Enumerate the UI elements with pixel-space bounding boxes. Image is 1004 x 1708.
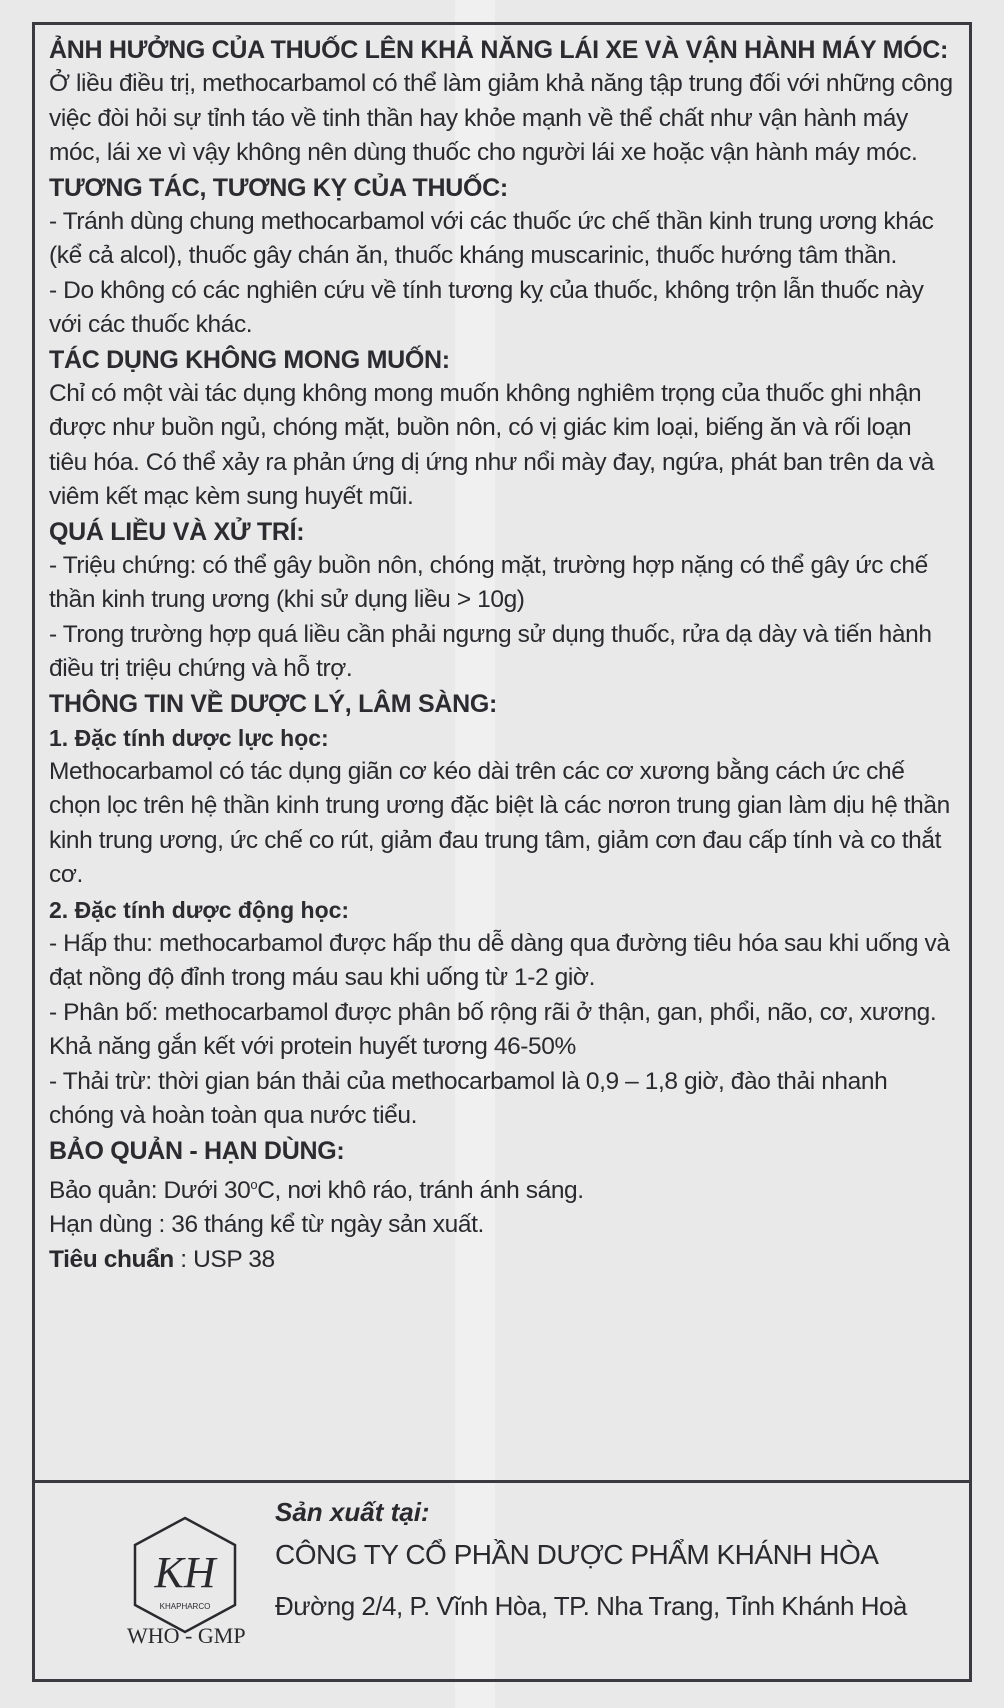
- pharmacokinetics-item: - Thải trừ: thời gian bán thải của methocarbamol là 0,9 – 1,8 giờ, đào thải nhanh chóng và hoàn toàn qua nước tiểu.: [49, 1067, 888, 1129]
- company-name: CÔNG TY CỔ PHẦN DƯỢC PHẨM KHÁNH HÒA: [275, 1539, 879, 1570]
- side-effects-text: Chỉ có một vài tác dụng không mong muốn không nghiêm trọng của thuốc ghi nhận được như buồn ngủ, chóng mặt, buồn nôn, có vị giác kim loại, biếng ăn và rối loạn tiêu hóa. Có thể xảy ra phản ứng dị ứng như nổi mày đay, ngứa, phát ban trên da và viêm kết mạc kèm sung huyết mũi.: [49, 379, 934, 510]
- manufacturer-footer: [35, 1483, 969, 1679]
- section-title-side-effects: TÁC DỤNG KHÔNG MONG MUỐN:: [49, 345, 450, 374]
- interaction-item: - Do không có các nghiên cứu về tính tương kỵ của thuốc, không trộn lẫn thuốc này với các thuốc khác.: [49, 276, 924, 338]
- shelf-life-text: Hạn dùng : 36 tháng kể từ ngày sản xuất.: [49, 1211, 484, 1239]
- section-title-storage: BẢO QUẢN - HẠN DÙNG:: [49, 1136, 345, 1165]
- manufactured-at-label: Sản xuất tại:: [275, 1497, 430, 1527]
- standard-label: Tiêu chuẩn: [49, 1245, 174, 1273]
- company-address: Đường 2/4, P. Vĩnh Hòa, TP. Nha Trang, Tỉnh Khánh Hoà: [275, 1591, 907, 1621]
- section-title-pharmacology: THÔNG TIN VỀ DƯỢC LÝ, LÂM SÀNG:: [49, 689, 498, 718]
- driving-text: Ở liều điều trị, methocarbamol có thể làm giảm khả năng tập trung đối với những công việc đòi hỏi sự tỉnh táo về tinh thần hay khỏe mạnh về thể chất như vận hành máy móc, lái xe vì vậy không nên dùng thuốc cho người lái xe hoặc vận hành máy móc.: [49, 70, 953, 166]
- svg-text:KHAPHARCO: KHAPHARCO: [159, 1602, 211, 1611]
- who-gmp-label: WHO - GMP: [127, 1623, 246, 1648]
- standard-value: : USP 38: [173, 1245, 275, 1273]
- storage-text: Bảo quản: Dưới 30$^o$C, nơi khô ráo, tránh ánh sáng.: [49, 1176, 584, 1204]
- pharmacokinetics-item: - Hấp thu: methocarbamol được hấp thu dễ dàng qua đường tiêu hóa sau khi uống và đạt nồng độ đỉnh trong máu sau khi uống từ 1-2 giờ.: [49, 929, 950, 991]
- svg-text:KH: KH: [154, 1548, 216, 1597]
- pharmacodynamics-title: 1. Đặc tính dược lực học:: [49, 724, 329, 751]
- overdose-item: - Triệu chứng: có thể gây buồn nôn, chóng mặt, trường hợp nặng có thể gây ức chế thần kinh trung ương (khi sử dụng liều > 10g): [49, 551, 928, 613]
- standard-text: [49, 1243, 955, 1278]
- interaction-item: - Tránh dùng chung methocarbamol với các thuốc ức chế thần kinh trung ương khác (kể cả alcol), thuốc gây chán ăn, thuốc kháng muscarinic, thuốc hướng tâm thần.: [49, 207, 934, 269]
- pharmacokinetics-item: - Phân bố: methocarbamol được phân bố rộng rãi ở thận, gan, phổi, não, cơ, xương. Khả năng gắn kết với protein huyết tương 46-50%: [49, 998, 937, 1060]
- section-title-overdose: QUÁ LIỀU VÀ XỬ TRÍ:: [49, 517, 305, 546]
- section-title-driving: ẢNH HƯỞNG CỦA THUỐC LÊN KHẢ NĂNG LÁI XE VÀ VẬN HÀNH MÁY MÓC:: [49, 36, 949, 64]
- leaflet-body: [35, 25, 969, 1480]
- leaflet-frame: [32, 22, 972, 1682]
- khapharco-logo-icon: [130, 1515, 240, 1635]
- pharmacodynamics-text: Methocarbamol có tác dụng giãn cơ kéo dài trên các cơ xương bằng cách ức chế chọn lọc trên hệ thần kinh trung ương đặc biệt là các nơron trung gian làm dịu hệ thần kinh trung ương, ức chế co rút, giảm đau trung tâm, giảm cơn đau cấp tính và co thắt cơ.: [49, 757, 950, 888]
- overdose-item: - Trong trường hợp quá liều cần phải ngưng sử dụng thuốc, rửa dạ dày và tiến hành điều trị triệu chứng và hỗ trợ.: [49, 620, 932, 682]
- pharmacokinetics-title: 2. Đặc tính dược động học:: [49, 896, 350, 923]
- section-title-interactions: TƯƠNG TÁC, TƯƠNG KỴ CỦA THUỐC:: [49, 173, 508, 202]
